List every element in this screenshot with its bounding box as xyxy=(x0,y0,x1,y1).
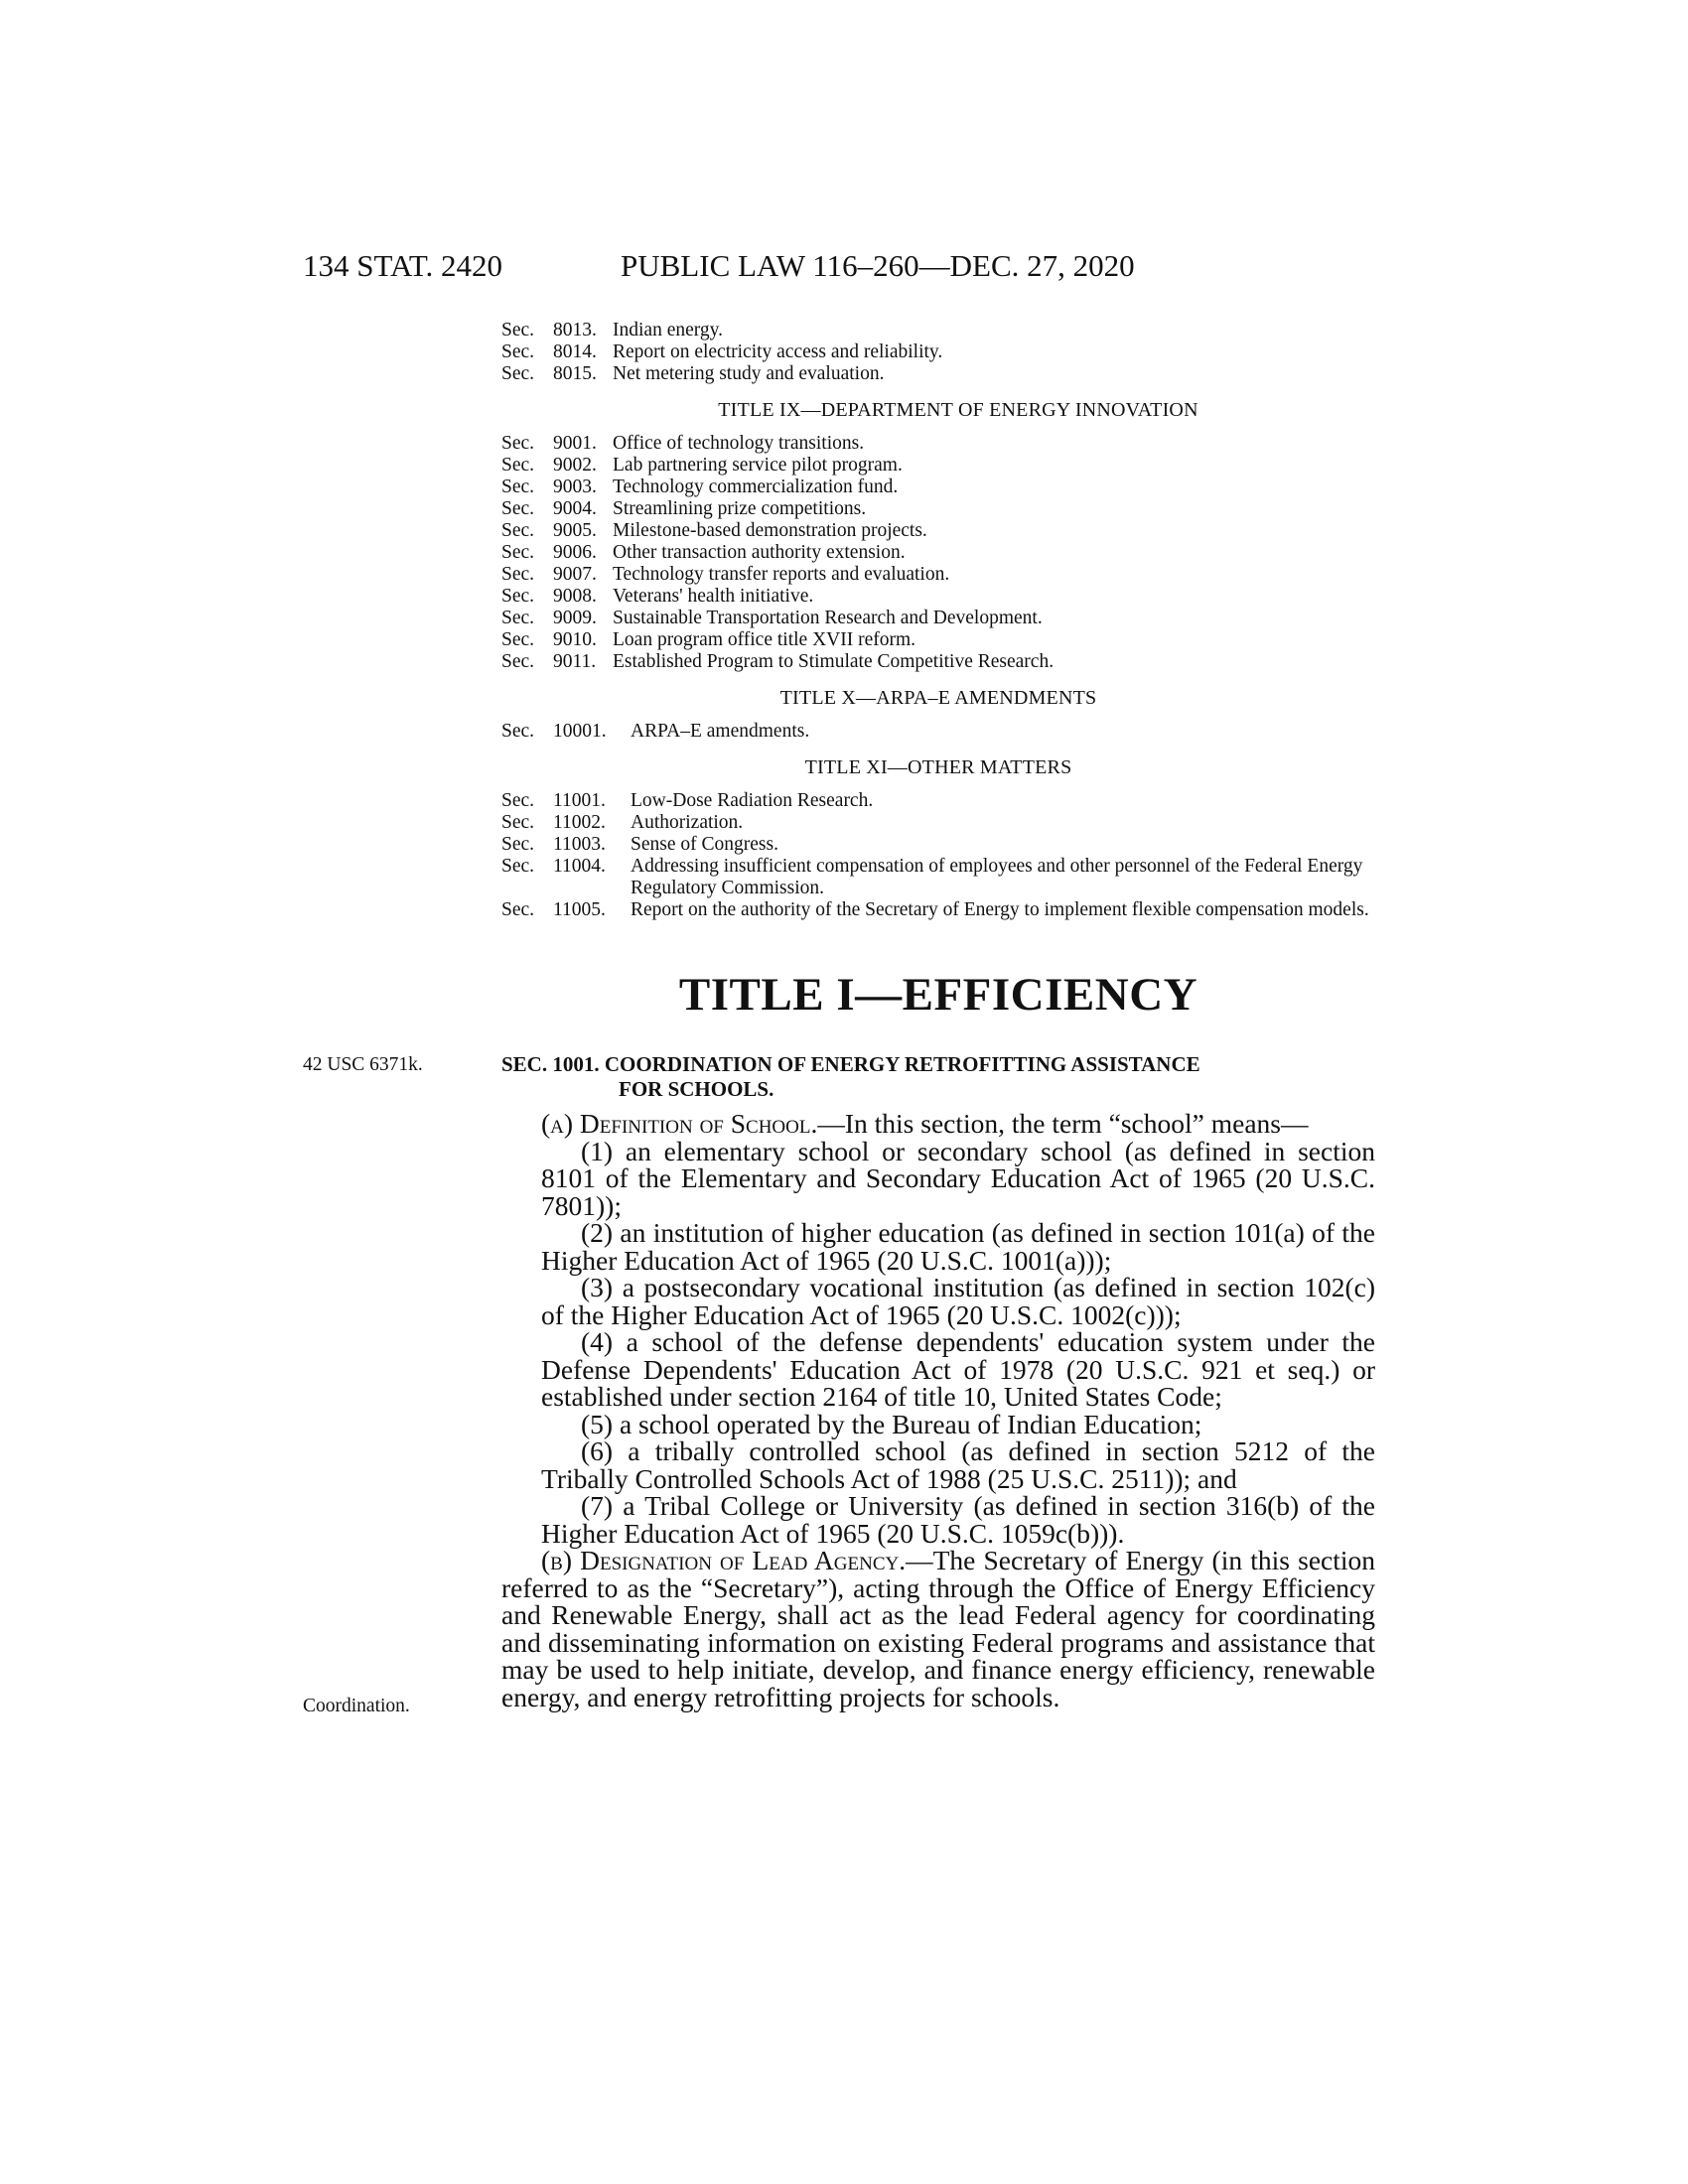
toc-entry: Sec. 9010. Loan program office title XVII reform. xyxy=(501,629,916,650)
section-body xyxy=(501,1110,1375,1710)
toc-entry: Sec. 11002. Authorization. xyxy=(501,812,744,833)
subsection-a-text: —In this section, the term “school” means— xyxy=(817,1108,1309,1139)
toc-entry: Sec. 9001. Office of technology transitions. xyxy=(501,433,865,454)
toc-entry: Sec. 11004. Addressing insufficient compensation of employees and other personnel of the Federal Energy Regulatory Commission. xyxy=(501,856,1363,898)
toc-entry: Sec. 10001. ARPA–E amendments. xyxy=(501,721,810,742)
toc-entry: Sec. 9007. Technology transfer reports and evaluation. xyxy=(501,564,950,585)
toc-title-xi: TITLE XI—OTHER MATTERS xyxy=(804,756,1072,778)
toc-entry: Sec. 9008. Veterans' health initiative. xyxy=(501,586,814,607)
toc-entry: Sec. 9002. Lab partnering service pilot program. xyxy=(501,455,903,476)
toc-entry: Sec. 9006. Other transaction authority extension. xyxy=(501,542,906,563)
toc-entry: Sec. 8013. Indian energy. xyxy=(501,320,724,341)
toc-entry: Sec. 9004. Streamlining prize competitions. xyxy=(501,498,867,519)
paragraph-item: (3) a postsecondary vocational institution (as defined in section 102(c) of the Higher Education Act of 1965 (20 U.S.C. 1002(c))); xyxy=(541,1272,1375,1330)
toc-entry: Sec. 9011. Established Program to Stimulate Competitive Research. xyxy=(501,651,1055,672)
subsection-b xyxy=(501,1547,1375,1710)
toc-entry: Sec. 8014. Report on electricity access and reliability. xyxy=(501,341,943,362)
toc-entry: Sec. 9005. Milestone-based demonstration projects. xyxy=(501,520,927,541)
stat-page-number: 134 STAT. 2420 xyxy=(303,248,503,283)
section-heading xyxy=(501,1052,1375,1102)
toc-title-ix: TITLE IX—DEPARTMENT OF ENERGY INNOVATION xyxy=(718,399,1198,421)
paragraph-item: (1) an elementary school or secondary school (as defined in section 8101 of the Elementary and Secondary Education Act of 1965 (20 U.S.C. 7801)); xyxy=(541,1135,1375,1221)
margin-note-usc: 42 USC 6371k. xyxy=(303,1054,423,1075)
paragraph-item: (4) a school of the defense dependents' education system under the Defense Dependents' Education Act of 1978 (20 U.S.C. 921 et seq.) or established under section 2164 of title 10, United States Code; xyxy=(541,1326,1375,1412)
toc-entry: Sec. 9009. Sustainable Transportation Research and Development. xyxy=(501,608,1043,628)
paragraph-item: (5) a school operated by the Bureau of Indian Education; xyxy=(581,1408,1202,1439)
paragraph-item: (7) a Tribal College or University (as defined in section 316(b) of the Higher Education Act of 1965 (20 U.S.C. 1059c(b))). xyxy=(541,1490,1375,1549)
section-heading-line2: FOR SCHOOLS. xyxy=(619,1077,774,1101)
toc-entry: Sec. 11003. Sense of Congress. xyxy=(501,834,778,855)
table-of-contents xyxy=(501,320,1375,921)
toc-entry: Sec. 9003. Technology commercialization fund. xyxy=(501,477,899,497)
toc-entry: Sec. 11001. Low-Dose Radiation Research. xyxy=(501,790,874,811)
paragraph-item: (6) a tribally controlled school (as defined in section 5212 of the Tribally Controlled Schools Act of 1988 (25 U.S.C. 2511)); and xyxy=(541,1435,1375,1494)
title-heading: TITLE I—EFFICIENCY xyxy=(678,969,1198,1021)
subsection-b-text: —The Secretary of Energy (in this section referred to as the “Secretary”), acting through the Office of Energy Efficiency and Renewable Energy, shall act as the lead Federal agency for coordinating and disseminating information on existing Federal programs and assistance that may be used to help initiate, develop, and finance energy efficiency, renewable energy, and energy retrofitting projects for schools. xyxy=(501,1545,1376,1712)
toc-title-x: TITLE X—ARPA–E AMENDMENTS xyxy=(779,687,1097,709)
subsection-b-label: (b) Designation of Lead Agency. xyxy=(541,1545,907,1575)
toc-entry: Sec. 11005. Report on the authority of the Secretary of Energy to implement flexible compensation models. xyxy=(501,899,1369,920)
toc-entry: Sec. 8015. Net metering study and evaluation. xyxy=(501,363,885,384)
section-heading-line1: SEC. 1001. COORDINATION OF ENERGY RETROFITTING ASSISTANCE xyxy=(501,1052,1200,1076)
running-head: PUBLIC LAW 116–260—DEC. 27, 2020 xyxy=(621,248,1135,283)
page-header xyxy=(303,248,1375,288)
subsection-a-label: (a) Definition of School. xyxy=(541,1108,818,1139)
margin-note-coordination: Coordination. xyxy=(303,1696,410,1716)
subsection-a xyxy=(501,1110,1375,1138)
paragraph-item: (2) an institution of higher education (as defined in section 101(a) of the Higher Education Act of 1965 (20 U.S.C. 1001(a))); xyxy=(541,1217,1375,1276)
